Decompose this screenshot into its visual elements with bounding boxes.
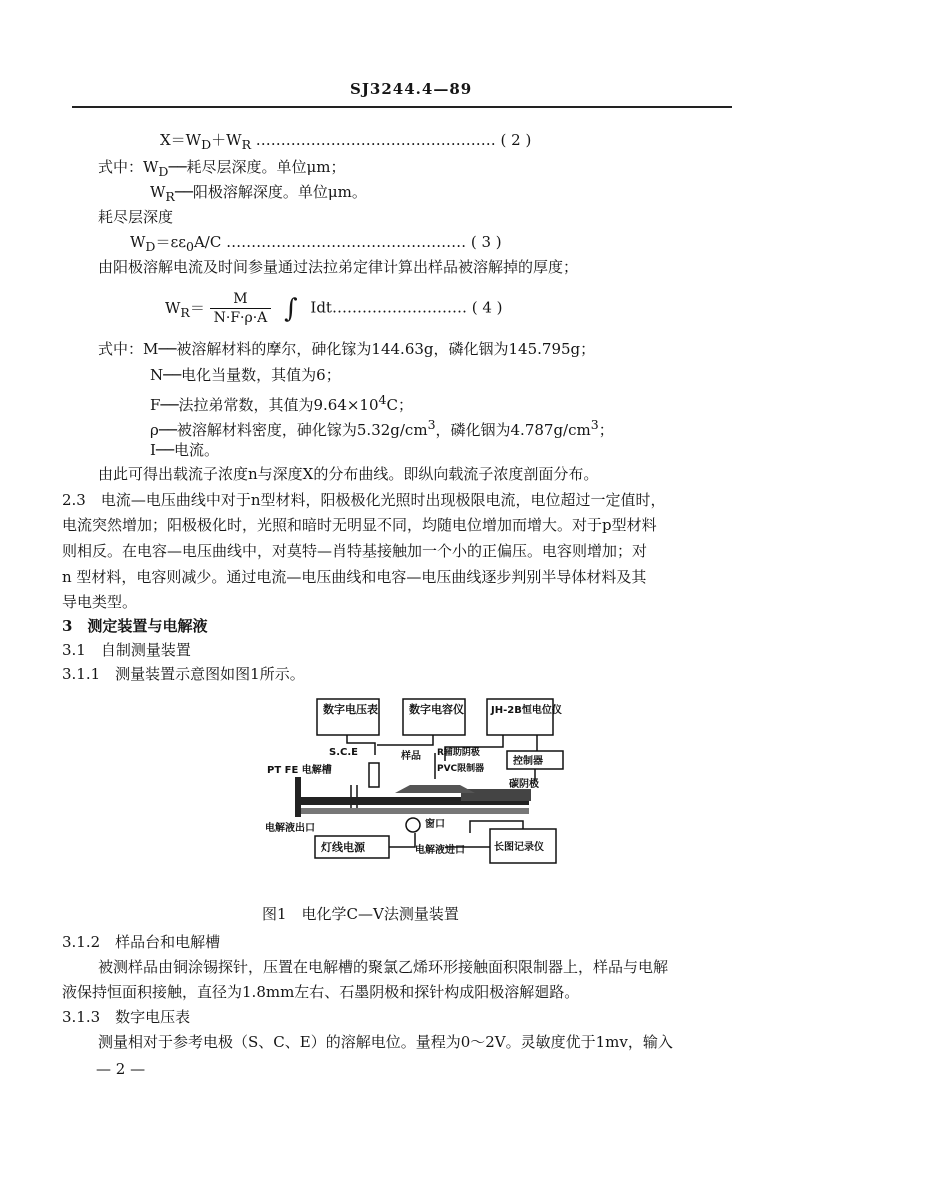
text-line: N──电化当量数，其值为6； xyxy=(150,366,341,384)
eq4-rhs: Idt……………………… ( 4 ) xyxy=(310,298,503,317)
box-rec-label: 长图记录仪 xyxy=(494,842,544,853)
text-line: I──电流。 xyxy=(150,441,219,459)
sample-holder xyxy=(395,785,475,793)
text-line: 由阳极溶解电流及时间参量通过法拉弟定律计算出样品被溶解掉的厚度； xyxy=(98,258,579,276)
cell-left-wall xyxy=(295,777,301,817)
equation-4 xyxy=(165,290,503,327)
inlet-label: 电解液进口 xyxy=(415,845,465,856)
ptfe-label: PT FE 电解槽 xyxy=(267,765,332,776)
text-line: 式中：$W_D──$耗尽层深度。单位μm； xyxy=(98,158,346,179)
text-line: 导电类型。 xyxy=(62,593,138,611)
sce-electrode xyxy=(369,763,379,787)
text-line: 被测样品由铜涂锡探针，压置在电解槽的聚氯乙烯环形接触面积限制器上，样品与电解 xyxy=(98,958,669,976)
text-line: ρ──被溶解材料密度，砷化镓为$5.32g/cm^3$，磷化铟为$4.787g/cm^3$； xyxy=(150,417,614,439)
text-line: 则相反。在电容—电压曲线中，对莫特—肖特基接触加一个小的正偏压。电容则增加；对 xyxy=(62,542,648,560)
sample-label: 样品 xyxy=(401,751,421,762)
subsection-heading: 3.1 自制测量装置 xyxy=(62,641,191,659)
eq4-denominator: N·F·ρ·A xyxy=(210,308,272,327)
wire xyxy=(389,833,415,847)
wire xyxy=(377,735,433,745)
text-line: 电流突然增加；阳极极化时，光照和暗时无明显不同，均随电位增加而增大。对于p型材料 xyxy=(62,516,657,534)
box-cap-label: 数字电容仪 xyxy=(409,703,464,716)
text-line: $W_R──$阳极溶解深度。单位μm。 xyxy=(150,183,367,204)
integral-sign: ∫ xyxy=(284,293,298,324)
graphite-label: 碳阴极 xyxy=(509,779,539,790)
lamp-window xyxy=(406,818,420,832)
subsection-heading: 3.1.1 测量装置示意图如图1所示。 xyxy=(62,665,305,683)
text-line: 耗尽层深度 xyxy=(98,208,174,226)
graphite-cathode xyxy=(461,789,531,801)
equation-3: $W_D=\varepsilon\varepsilon_0A/C$ ………………………………………… ( 3 ) xyxy=(130,233,502,254)
outlet-label: 电解液出口 xyxy=(265,823,315,834)
text-line: 式中：M──被溶解材料的摩尔，砷化镓为144.63g，磷化铟为145.795g； xyxy=(98,340,596,358)
page-number: — 2 — xyxy=(96,1060,146,1078)
subsection-heading: 3.1.2 样品台和电解槽 xyxy=(62,933,221,951)
box-pot-label: JH-2B恒电位仪 xyxy=(491,705,562,716)
window-label: 窗口 xyxy=(425,819,445,830)
cell-base xyxy=(299,808,529,814)
eq4-fraction xyxy=(210,290,272,327)
text-line: 液保持恒面积接触，直径为1.8mm左右、石墨阴极和探针构成阳极溶解廻路。 xyxy=(62,983,580,1001)
box-dvm-label: 数字电压表 xyxy=(323,703,378,716)
text-line: F──法拉弟常数，其值为$9.64\times 10^4C$； xyxy=(150,392,413,414)
header-rule xyxy=(72,106,732,108)
eq4-numerator: M xyxy=(233,291,248,307)
text-line: 测量相对于参考电极（S、C、E）的溶解电位。量程为0～2V。灵敏度优于1mv，输入 xyxy=(98,1033,673,1051)
page-header: SJ3244.4—89 xyxy=(350,80,473,98)
pvc-label: PVC限制器 xyxy=(437,764,485,774)
aux-cathode-label: R辅助阴极 xyxy=(437,748,480,758)
text-line: 由此可得出载流子浓度n与深度X的分布曲线。即纵向载流子浓度剖面分布。 xyxy=(98,465,599,483)
subsection-heading: 3.1.3 数字电压表 xyxy=(62,1008,191,1026)
text-line: 2.3 电流—电压曲线中对于n型材料，阳极极化光照时出现极限电流，电位超过一定值时， xyxy=(62,491,666,509)
box-ctrl-label: 控制器 xyxy=(513,756,543,767)
text-line: n 型材料，电容则减少。通过电流—电压曲线和电容—电压曲线逐步判别半导体材料及其 xyxy=(62,568,647,586)
figure-caption: 图1 电化学C—V法测量装置 xyxy=(262,905,459,923)
wire xyxy=(470,821,523,833)
measurement-apparatus-diagram xyxy=(265,693,565,868)
box-lamp-label: 灯线电源 xyxy=(321,841,365,854)
section-heading: 3 测定装置与电解液 xyxy=(62,617,208,635)
equation-2: $X=W_D+W_R$ ………………………………………… ( 2 ) xyxy=(160,131,532,152)
eq4-lhs: $W_R=$ xyxy=(165,298,205,320)
sce-label: S.C.E xyxy=(329,747,358,758)
